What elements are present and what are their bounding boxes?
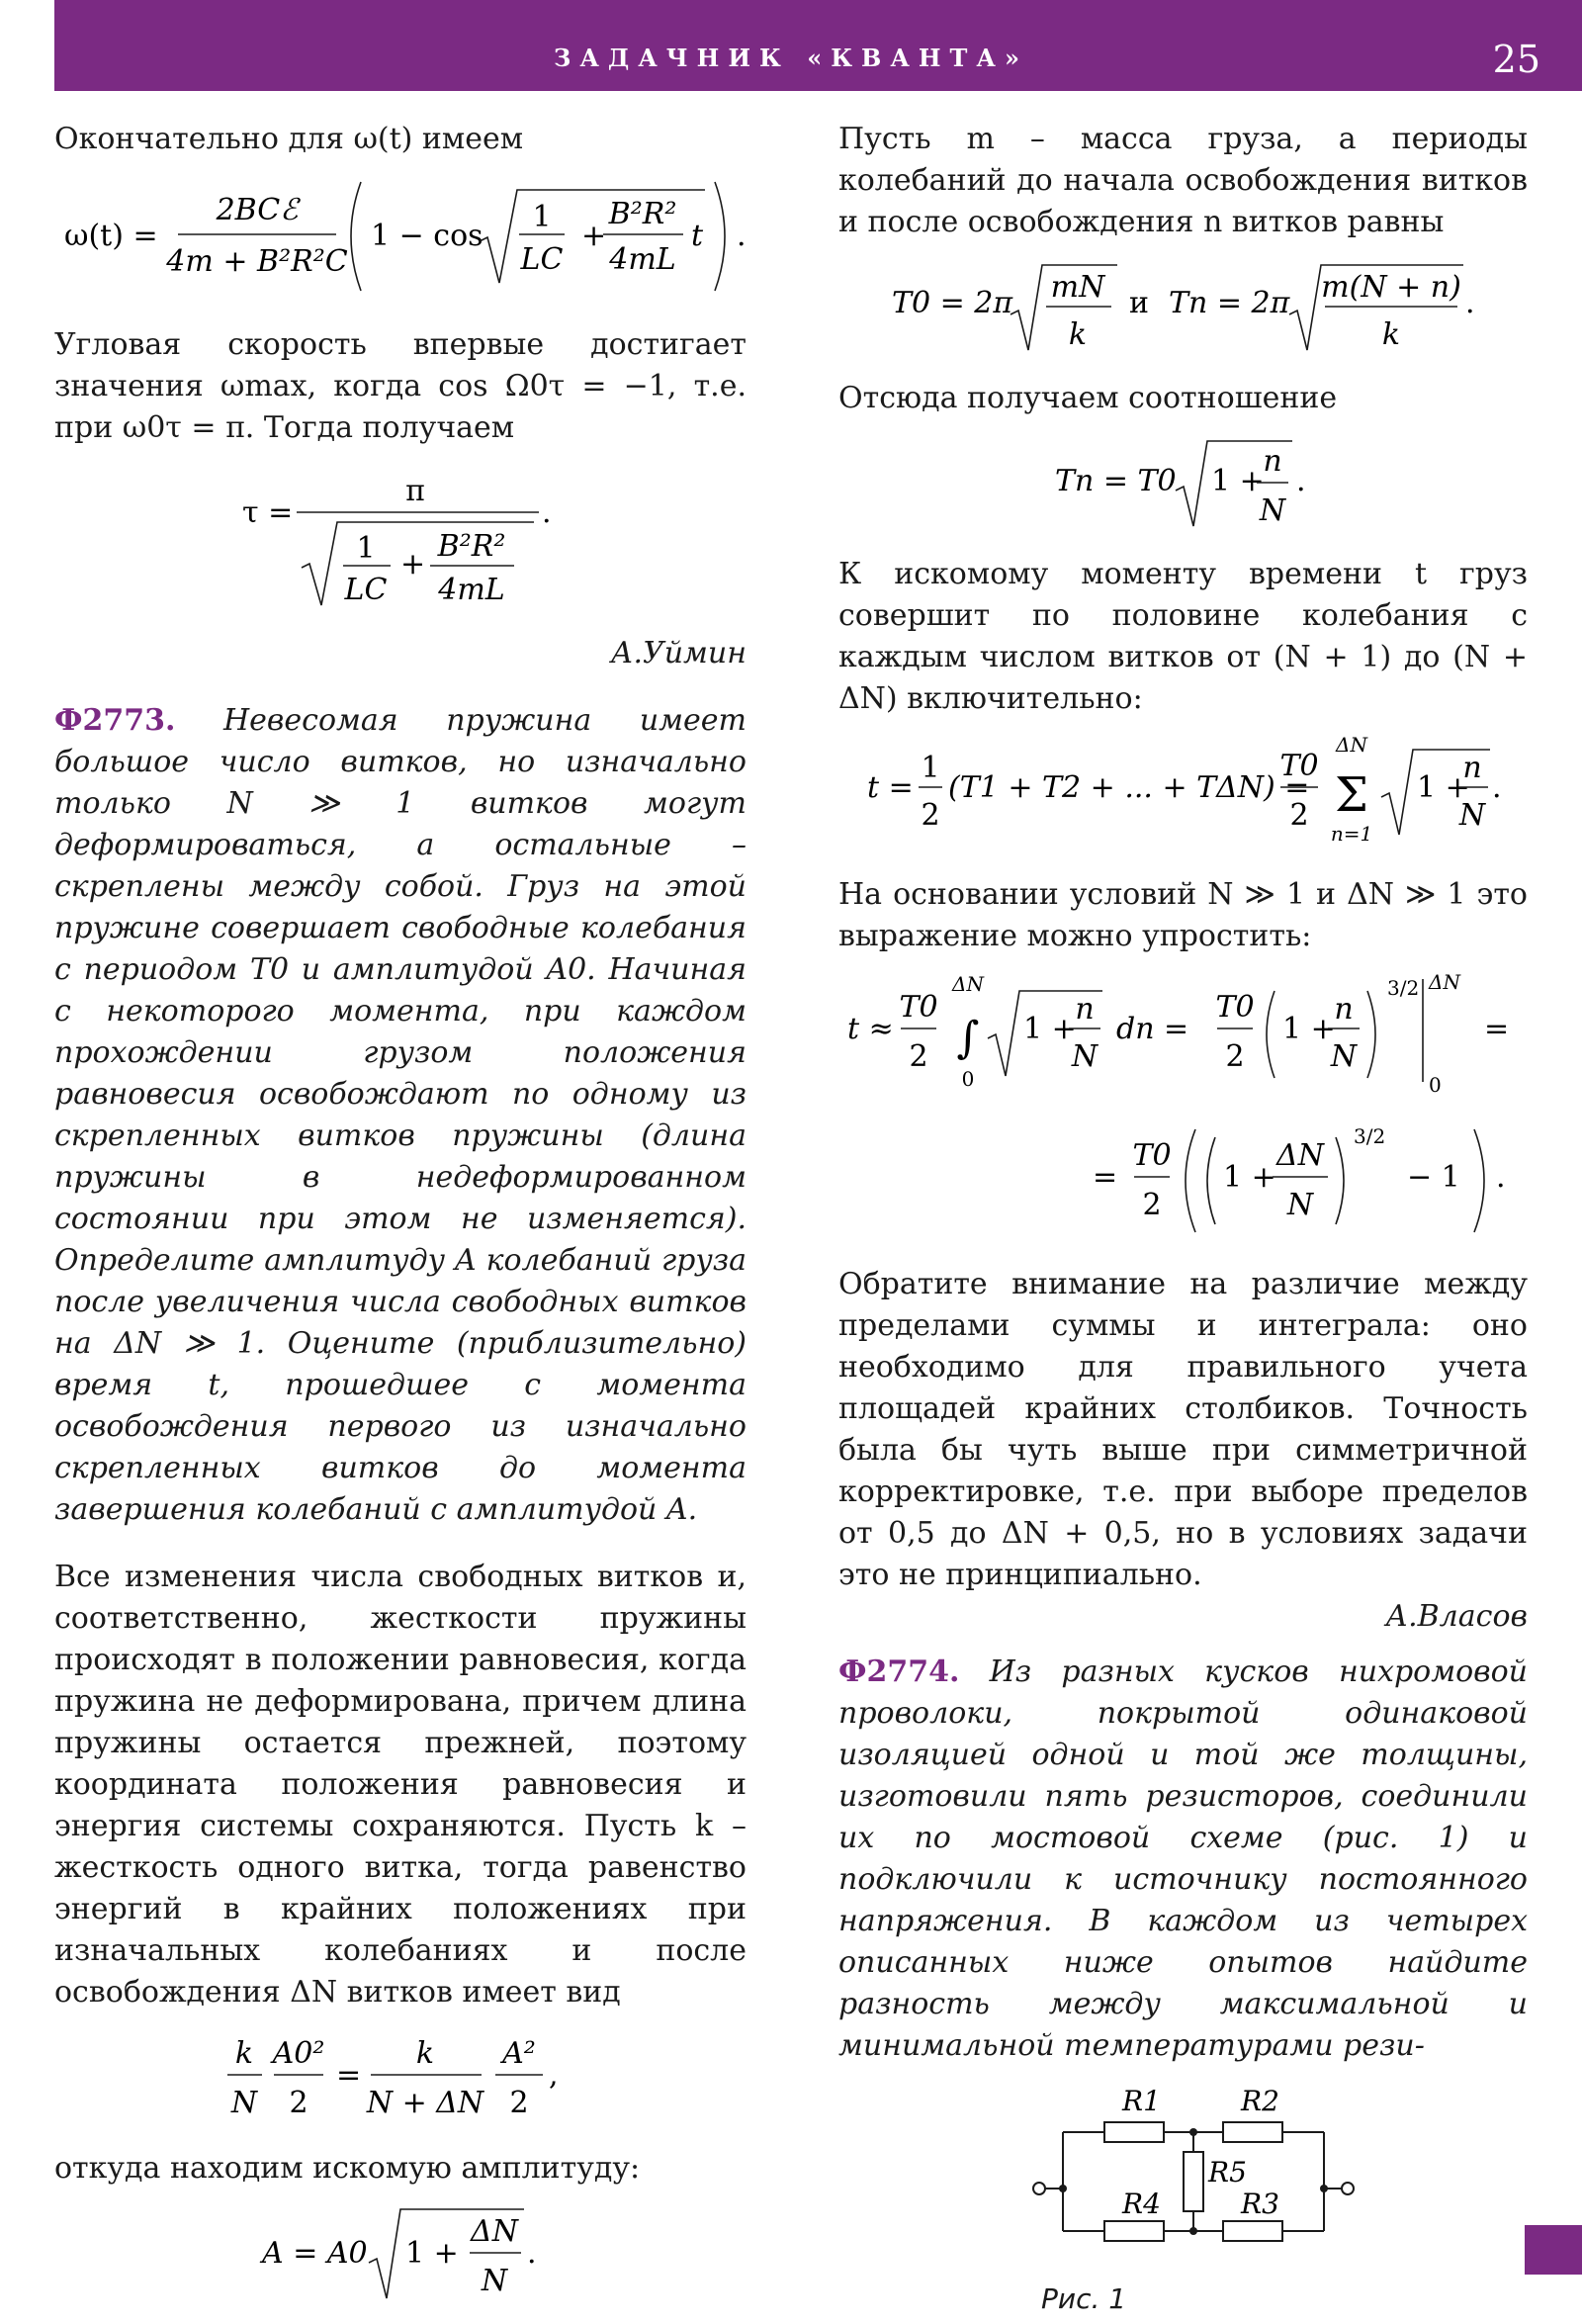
svg-text:.: .: [1491, 770, 1502, 805]
svg-text:T0: T0: [1278, 749, 1319, 783]
svg-text:ΔN: ΔN: [951, 972, 984, 996]
svg-text:N: N: [1286, 1188, 1314, 1222]
svg-text:3/2: 3/2: [1354, 1124, 1386, 1148]
svg-text:n: n: [1333, 992, 1354, 1027]
svg-text:T0: T0: [1132, 1138, 1172, 1173]
f-omega-b2: 4mL: [609, 242, 676, 277]
svg-text:A²: A²: [502, 2036, 536, 2071]
svg-text:=: =: [1093, 1160, 1118, 1195]
svg-text:t =: t =: [866, 770, 914, 805]
svg-text:A = A0: A = A0: [262, 2236, 368, 2271]
right-column: [838, 119, 1528, 2320]
paragraph-angular-speed: Угловая скорость впервые достигает значения ωmax, когда cos Ω0τ = −1, т.е. при ω0τ = π. Тогда получаем: [54, 327, 747, 445]
resistor-r5: [1184, 2152, 1203, 2211]
svg-text:0: 0: [1428, 1073, 1442, 1097]
svg-text:n: n: [1262, 444, 1282, 479]
formula-integral-1: [838, 969, 1528, 1110]
formula-amplitude: [54, 2201, 747, 2312]
svg-text:dn =: dn =: [1115, 1012, 1188, 1046]
amplitude-intro: откуда находим искомую амплитуду:: [54, 2151, 641, 2186]
resistor-r1: [1104, 2122, 1164, 2142]
page-header: [54, 0, 1582, 91]
paragraph-ratio-intro: Отсюда получаем соотношение: [838, 381, 1338, 415]
terminal-right: [1342, 2183, 1354, 2194]
svg-text:1 +: 1 +: [1022, 1012, 1077, 1046]
svg-text:n: n: [1461, 751, 1482, 785]
svg-text:.: .: [542, 495, 552, 530]
svg-text:Tn = T0: Tn = T0: [1054, 464, 1177, 498]
formula-integral-2: [838, 1121, 1528, 1252]
svg-text:ΔN: ΔN: [1276, 1138, 1324, 1173]
svg-text:T0 = 2π: T0 = 2π: [891, 286, 1012, 320]
svg-text:,: ,: [549, 2058, 559, 2093]
svg-text:LC: LC: [344, 573, 388, 607]
svg-text:=: =: [336, 2058, 362, 2093]
svg-text:1 +: 1 +: [1210, 464, 1265, 498]
resistor-r4: [1104, 2221, 1164, 2241]
svg-text:T0: T0: [1214, 990, 1255, 1025]
f-omega-a2: LC: [520, 242, 564, 277]
svg-text:A0²: A0²: [272, 2036, 325, 2071]
svg-text:ΔN: ΔN: [1428, 970, 1460, 994]
author-vlasov: А.Власов: [1385, 1599, 1528, 1634]
f-tau-num: π: [405, 474, 425, 508]
svg-text:=: =: [1483, 1012, 1509, 1046]
formula-energy: [54, 2025, 747, 2136]
svg-text:n: n: [1074, 992, 1095, 1027]
svg-text:2: 2: [908, 1039, 928, 1074]
f-omega-num: 2BCℰ: [216, 193, 299, 227]
svg-text:1: 1: [920, 751, 940, 785]
label-r4: R4: [1121, 2188, 1161, 2220]
svg-text:(T1 + T2 + ... + TΔN) =: (T1 + T2 + ... + TΔN) =: [947, 770, 1309, 805]
svg-text:1 +: 1 +: [1223, 1160, 1276, 1195]
f-omega-1cos: 1 − cos: [371, 219, 483, 253]
label-r5: R5: [1207, 2156, 1247, 2189]
problem-text-f2773: Невесомая пружина имеет большое число витков, но изначально только N ≫ 1 витков могут деформироваться, а остальные – скреплены между собой. Груз на этой пружине совершает свободные колебания с периодом T0 и амплитудой A0. Начиная с некоторого момента, при каждом прохождении грузом положения равновесия освобождают по одному из скрепленных витков пружины (длина пружины в недеформированном состоянии при этом не изменяется). Определите амплитуду A колебаний груза после увеличения числа свободных витков на ΔN ≫ 1. Оцените (приблизительно) время t, прошедшее с момента освобождения первого из изначально скрепленных витков до момента завершения колебаний с амплитудой A.: [54, 703, 747, 1527]
terminal-left: [1033, 2183, 1045, 2194]
svg-text:N + ΔN: N + ΔN: [366, 2086, 484, 2120]
svg-text:t ≈: t ≈: [846, 1012, 894, 1046]
svg-text:N: N: [481, 2264, 508, 2298]
formula-sum: [838, 732, 1528, 862]
figure-caption: Рис. 1: [1041, 2282, 1127, 2315]
svg-text:0: 0: [961, 1067, 974, 1091]
svg-text:.: .: [737, 219, 747, 253]
f-omega-t: t: [691, 219, 704, 253]
f-omega-lhs: ω(t) =: [64, 219, 158, 253]
svg-text:T0: T0: [898, 990, 938, 1025]
omega-intro: Окончательно для ω(t) имеем: [54, 122, 524, 156]
left-column: [54, 119, 747, 2324]
svg-text:2: 2: [509, 2086, 529, 2120]
svg-text:.: .: [1496, 1160, 1506, 1195]
svg-text:N: N: [1071, 1039, 1098, 1074]
svg-text:n=1: n=1: [1330, 822, 1372, 846]
page-number: 25: [1492, 38, 1540, 81]
page-corner-accent: [1525, 2225, 1582, 2275]
svg-text:1 +: 1 +: [1416, 770, 1470, 805]
f-tau-lhs: τ =: [242, 495, 294, 530]
svg-text:m(N + n): m(N + n): [1320, 270, 1461, 305]
problem-id-f2773: Ф2773.: [54, 703, 176, 738]
label-r3: R3: [1240, 2188, 1279, 2220]
figure-bridge-circuit: [838, 2073, 1528, 2320]
svg-text:k: k: [415, 2036, 435, 2071]
formula-periods: [838, 255, 1528, 366]
problem-f2773: [54, 700, 747, 1531]
problem-f2774: [838, 1652, 1528, 2067]
resistor-r2: [1223, 2122, 1282, 2142]
paragraph-half-oscillation: К искомому моменту времени t груз совершит по половине колебания с каждым числом витков от (N + 1) до (N + ΔN) включительно:: [838, 557, 1528, 716]
svg-text:k: k: [1068, 317, 1087, 352]
svg-text:− 1: − 1: [1407, 1160, 1460, 1195]
svg-text:.: .: [1464, 286, 1475, 320]
svg-text:N: N: [1259, 493, 1285, 528]
svg-text:2: 2: [289, 2086, 308, 2120]
svg-text:1 +: 1 +: [405, 2236, 459, 2271]
svg-text:1: 1: [356, 531, 376, 566]
paragraph-simplify: На основании условий N ≫ 1 и ΔN ≫ 1 это выражение можно упростить:: [838, 877, 1528, 953]
svg-text:mN: mN: [1050, 270, 1104, 305]
svg-text:∫: ∫: [956, 1013, 979, 1063]
f-omega-b1: B²R²: [608, 197, 677, 231]
svg-text:k: k: [1381, 317, 1400, 352]
svg-text:ΔN: ΔN: [471, 2214, 518, 2249]
problem-id-f2774: Ф2774.: [838, 1654, 960, 1689]
svg-text:2: 2: [1288, 798, 1309, 833]
svg-text:+: +: [400, 547, 426, 581]
problem-text-f2774: Из разных кусков нихромовой проволоки, покрытой одинаковой изоляцией одной и той же толщины, изготовили пять резисторов, соединили их по мостовой схеме (рис. 1) и подключили к источнику постоянного напряжения. В каждом из четырех описанных ниже опытов найдите разность между максимальной и минимальной температурами рези-: [838, 1654, 1528, 2063]
svg-text:.: .: [1295, 464, 1306, 498]
svg-text:N: N: [1458, 798, 1485, 833]
journal-section-title: ЗАДАЧНИК «КВАНТА»: [554, 44, 1028, 72]
formula-omega: [54, 172, 747, 313]
svg-text:3/2: 3/2: [1386, 976, 1419, 1000]
svg-text:+: +: [581, 219, 607, 253]
svg-text:N: N: [1330, 1039, 1357, 1074]
formula-tau: [54, 461, 747, 621]
bridge-circuit-diagram: [1006, 2073, 1362, 2261]
f-omega-a1: 1: [532, 200, 552, 234]
svg-text:2: 2: [1224, 1039, 1245, 1074]
svg-text:2: 2: [920, 798, 940, 833]
svg-text:Tn = 2π: Tn = 2π: [1168, 286, 1289, 320]
author-uimin: А.Уймин: [610, 636, 747, 670]
solution-f2773: Все изменения числа свободных витков и, соответственно, жесткости пружины происходят в положении равновесия, когда пружина не деформирована, причем длина пружины остается прежней, поэтому координата положения равновесия и энергия системы сохраняются. Пусть k – жесткость одного витка, тогда равенство энергий в крайних положениях при изначальных колебаниях и после освобождения ΔN витков имеет вид: [54, 1560, 747, 2010]
svg-text:k: k: [234, 2036, 254, 2071]
label-r1: R1: [1121, 2085, 1161, 2117]
paragraph-periods-intro: Пусть m – масса груза, а периоды колебаний до начала освобождения витков и после освобождения n витков равны: [838, 122, 1528, 239]
svg-text:ΔN: ΔN: [1335, 733, 1367, 757]
f-omega-den: 4m + B²R²C: [166, 244, 348, 279]
svg-text:4mL: 4mL: [438, 573, 505, 607]
label-r2: R2: [1240, 2085, 1279, 2117]
paragraph-note: Обратите внимание на различие между пределами суммы и интеграла: оно необходимо для правильного учета площадей крайних столбиков. Точность была бы чуть выше при симметричной корректировке, т.е. при выборе пределов от 0,5 до ΔN + 0,5, но в условиях задачи это не принципиально.: [838, 1267, 1528, 1592]
svg-text:N: N: [230, 2086, 258, 2120]
svg-text:и: и: [1128, 286, 1149, 320]
svg-text:B²R²: B²R²: [437, 529, 506, 564]
svg-text:1 +: 1 +: [1281, 1012, 1336, 1046]
svg-text:.: .: [527, 2236, 537, 2271]
svg-text:2: 2: [1142, 1188, 1162, 1222]
resistor-r3: [1223, 2221, 1282, 2241]
formula-ratio: [838, 431, 1528, 542]
svg-text:Σ: Σ: [1334, 767, 1368, 823]
